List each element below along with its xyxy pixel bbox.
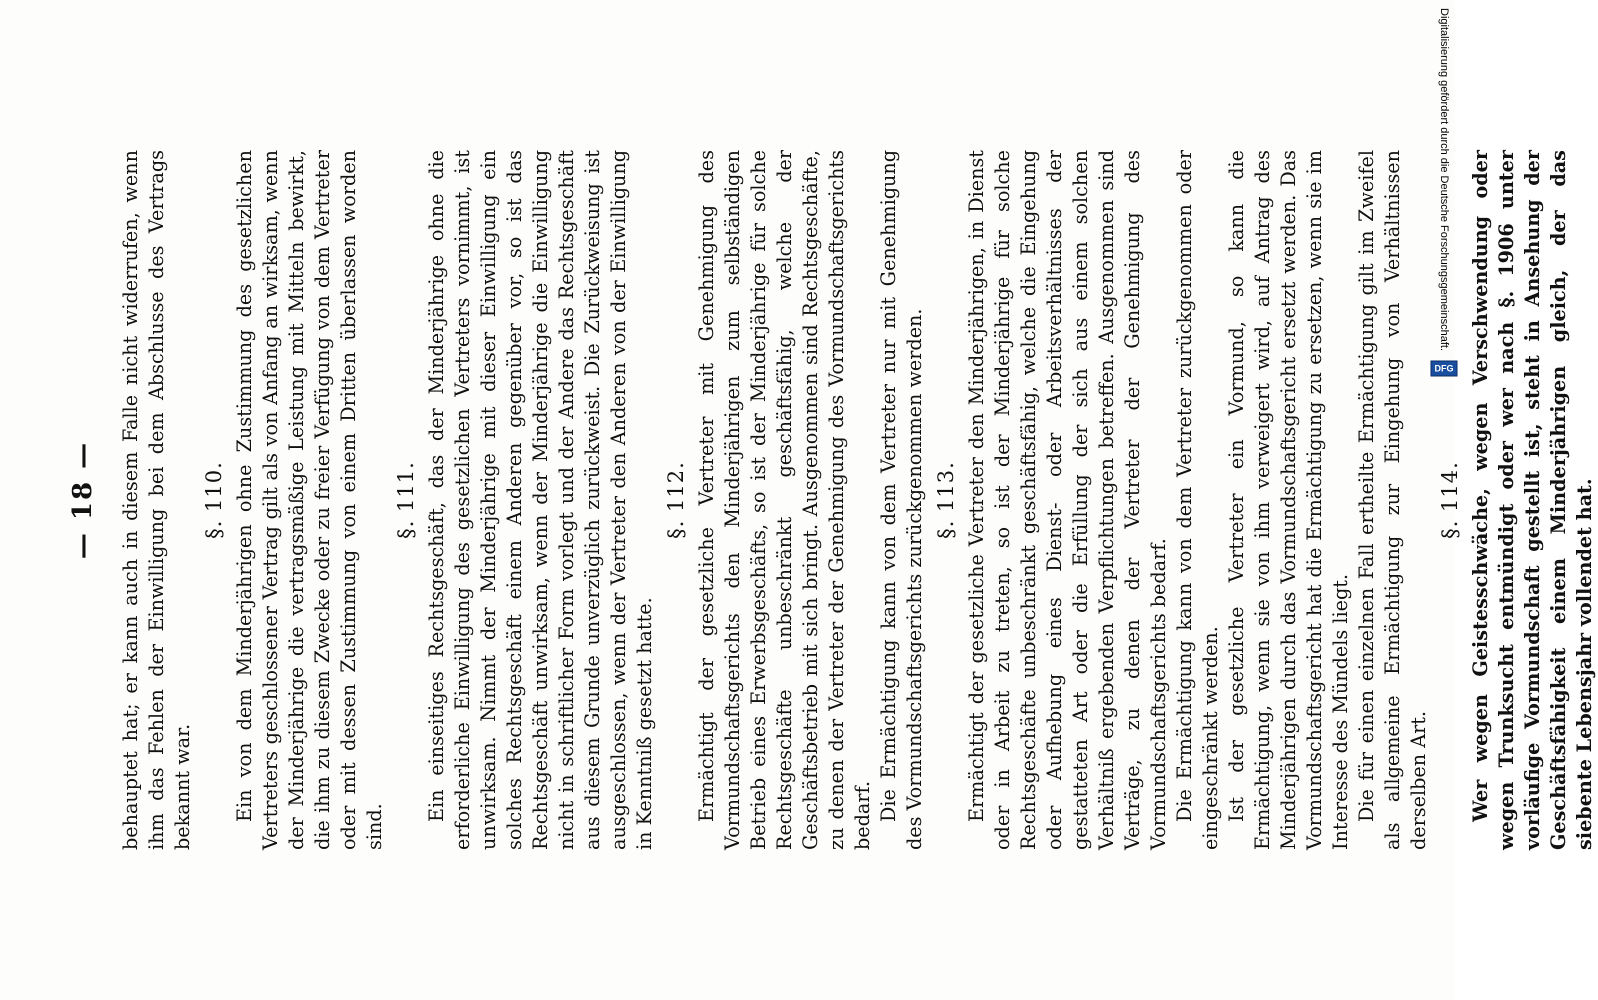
page-number: — 18 —	[68, 440, 98, 560]
paragraph: Die für einen einzelnen Fall ertheilte Ermächtigung gilt im Zweifel als allgemeine Ermächtigung zur Eingehung von Verhältnissen derselben Art.	[1355, 150, 1430, 850]
section-heading: §. 112.	[664, 461, 688, 539]
section-heading: §. 114.	[1438, 461, 1462, 539]
paragraph: Ein von dem Minderjährigen ohne Zustimmung des gesetzlichen Vertreters geschlossener Vertrag gilt als von Anfang an wirksam, wenn der Minderjährige die vertragsmäßige Leistung mit Mitteln bewirkt, die ihm zu diesem Zwecke oder zu freier Verfügung von dem Vertreter oder mit dessen Zustimmung von einem Dritten überlassen worden sind.	[233, 150, 386, 850]
section-heading: §. 110.	[202, 461, 226, 539]
section-heading: §. 113.	[934, 461, 958, 539]
dfg-logo-icon: DFG	[1431, 361, 1458, 377]
text-block	[118, 150, 1598, 850]
paragraph: Die Ermächtigung kann von dem Vertreter nur mit Genehmigung des Vormundschaftsgerichts zurückgenommen werden.	[877, 150, 926, 850]
section-heading: §. 111.	[394, 461, 418, 539]
credit-text: Digitalisierung gefördert durch die Deutsche Forschungsgemeinschaft.	[1438, 8, 1450, 352]
paragraph: behauptet hat; er kann auch in diesem Falle nicht widerrufen, wenn ihm das Fehlen der Einwilligung bei dem Abschlusse des Vertrags bekannt war.	[119, 150, 194, 850]
paragraph: Ermächtigt der gesetzliche Vertreter mit Genehmigung des Vormundschaftsgerichts den Minderjährigen zum selbständigen Betrieb eines Erwerbsgeschäfts, so ist der Minderjährige für solche Rechtsgeschäfte unbeschränkt geschäftsfähig, welche der Geschäftsbetrieb mit sich bringt. Ausgenommen sind Rechtsgeschäfte, zu denen der Vertreter der Genehmigung des Vormundschaftsgerichts bedarf.	[695, 150, 874, 850]
paragraph: Die Ermächtigung kann von dem Vertreter zurückgenommen oder eingeschränkt werden.	[1173, 150, 1222, 850]
paragraph: Wer wegen Geistesschwäche, wegen Verschwendung oder wegen Trunksucht entmündigt oder wer nach §. 1906 unter vorläufige Vormundschaft gestellt ist, steht in Ansehung der Geschäftsfähigkeit einem Minderjährigen gleich, der das siebente Lebensjahr vollendet hat.	[1469, 150, 1596, 850]
paragraph: Ermächtigt der gesetzliche Vertreter den Minderjährigen, in Dienst oder in Arbeit zu treten, so ist der Minderjährige für solche Rechtsgeschäfte unbeschränkt geschäftsfähig, welche die Eingehung oder Aufhebung eines Dienst- oder Arbeitsverhältnisses der gestatteten Art oder die Erfüllung der sich aus einem solchen Verhältniß ergebenden Verpflichtungen betreffen. Ausgenommen sind Verträge, zu denen der Vertreter der Genehmigung des Vormundschaftsgerichts bedarf.	[965, 150, 1170, 850]
paragraph: Ist der gesetzliche Vertreter ein Vormund, so kann die Ermächtigung, wenn sie von ihm verweigert wird, auf Antrag des Minderjährigen durch das Vormundschaftsgericht ersetzt werden. Das Vormundschaftsgericht hat die Ermächtigung zu ersetzen, wenn sie im Interesse des Mündels liegt.	[1225, 150, 1352, 850]
paragraph: Ein einseitiges Rechtsgeschäft, das der Minderjährige ohne die erforderliche Einwilligung des gesetzlichen Vertreters vornimmt, ist unwirksam. Nimmt der Minderjährige mit dieser Einwilligung ein solches Rechtsgeschäft einem Anderen gegenüber vor, so ist das Rechtsgeschäft unwirksam, wenn der Minderjährige die Einwilligung nicht in schriftlicher Form vorlegt und der Andere das Rechtsgeschäft aus diesem Grunde unverzüglich zurückweist. Die Zurückweisung ist ausgeschlossen, wenn der Vertreter den Anderen von der Einwilligung in Kenntniß gesetzt hatte.	[425, 150, 656, 850]
digitization-credit	[1433, 8, 1455, 374]
